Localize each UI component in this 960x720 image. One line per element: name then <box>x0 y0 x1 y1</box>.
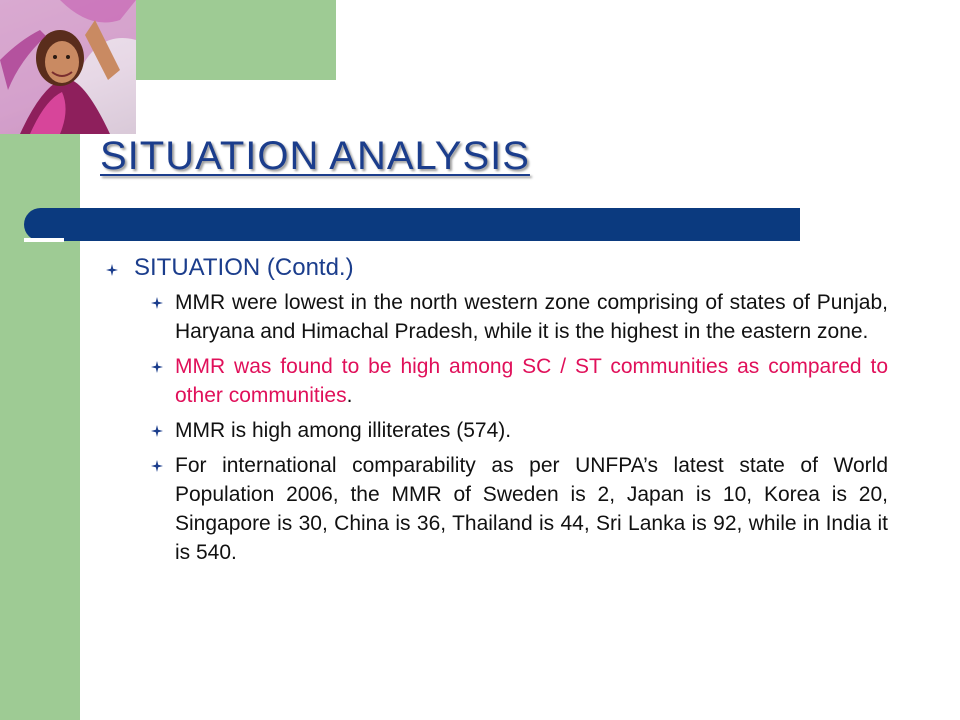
bullet-item <box>106 288 888 346</box>
slide-title: SITUATION ANALYSIS <box>100 134 530 178</box>
four-petal-diamond-icon <box>151 297 163 309</box>
bullet-item <box>106 416 888 445</box>
bullet-text: MMR is high among illiterates (574). <box>175 419 512 442</box>
four-petal-diamond-icon <box>151 361 163 373</box>
slide-body <box>106 252 888 567</box>
section-heading: SITUATION (Contd.) <box>134 254 354 281</box>
bullet-item <box>106 451 888 567</box>
woman-in-saree-photo <box>0 0 136 134</box>
bullet-text: MMR were lowest in the north western zone comprising of states of Punjab, Haryana and Himachal Pradesh, while it is the highest in the eastern zone. <box>175 291 888 343</box>
divider-notch <box>24 238 64 242</box>
bullet-item-highlighted <box>106 352 888 410</box>
four-petal-diamond-icon <box>151 425 163 437</box>
bullet-text-period: . <box>346 384 353 407</box>
four-petal-diamond-icon <box>151 460 163 472</box>
bullet-text: For international comparability as per UNFPA’s latest state of World Population 2006, the MMR of Sweden is 2, Japan is 10, Korea is 20, Singapore is 30, China is 36, Thailand is 44, Sri Lanka is 92, while in India it is 540. <box>175 454 888 564</box>
title-divider-bar <box>24 208 800 241</box>
four-petal-diamond-icon <box>106 264 118 276</box>
section-heading-item <box>106 254 888 282</box>
bullet-text: MMR was found to be high among SC / ST communities as compared to other communities <box>175 355 888 407</box>
